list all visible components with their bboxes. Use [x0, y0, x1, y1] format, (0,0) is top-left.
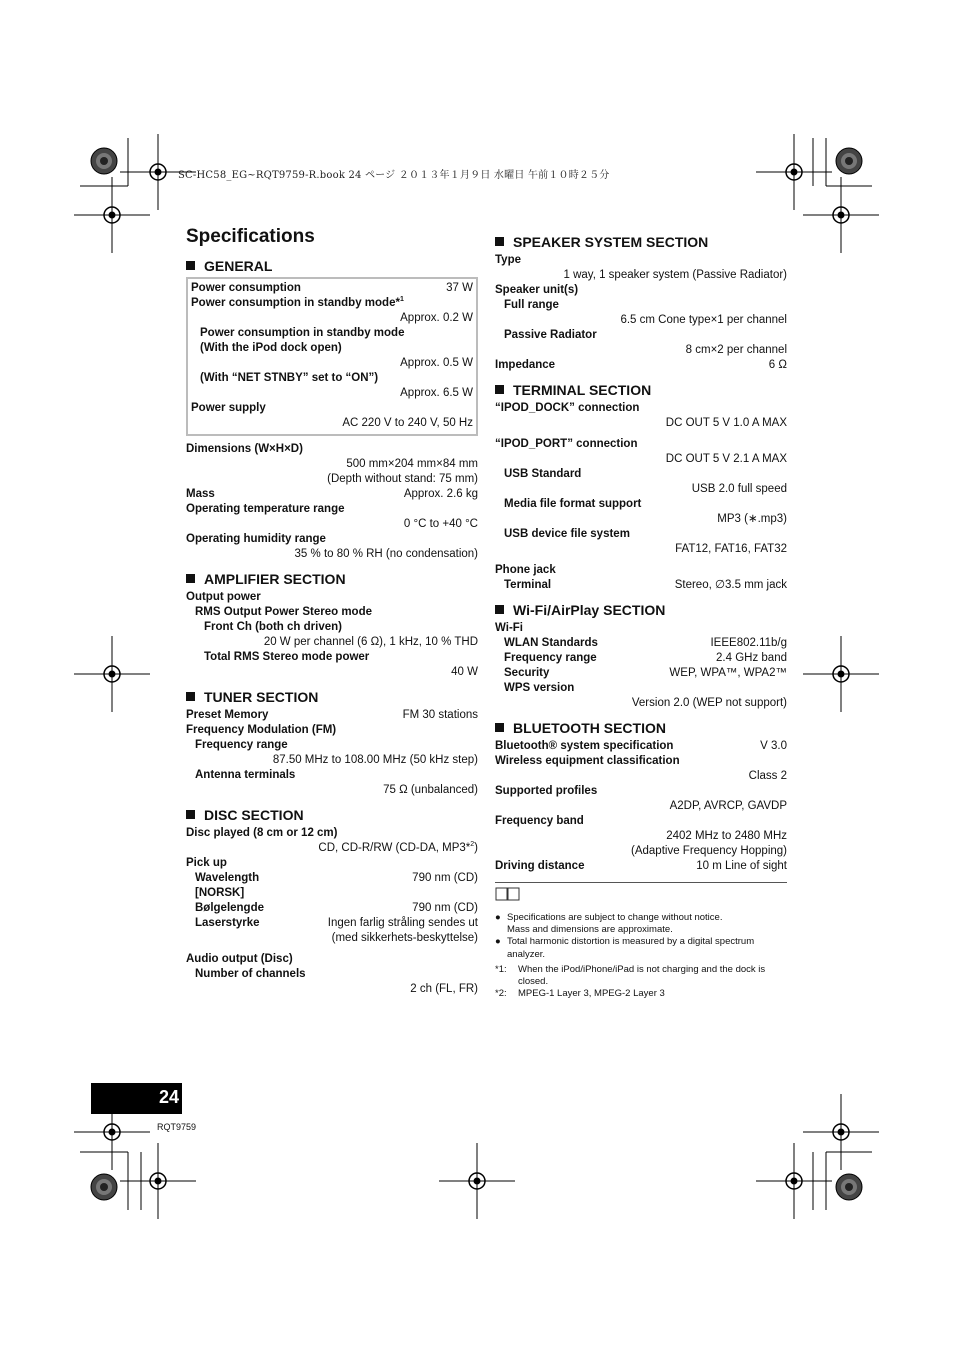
spec-label: Media file format support: [504, 498, 642, 510]
spec-row: Frequency range 2.4 GHz band: [504, 652, 787, 664]
spec-label: Type: [495, 254, 521, 266]
square-bullet-icon: [495, 237, 504, 246]
spec-value: Approx. 0.5 W: [400, 357, 473, 369]
spec-label: RMS Output Power Stereo mode: [195, 606, 372, 618]
right-column: [495, 233, 787, 1000]
spec-label: Speaker unit(s): [495, 284, 579, 296]
spec-value: FAT12, FAT16, FAT32: [675, 543, 787, 555]
spec-value: 75 Ω (unbalanced): [383, 784, 478, 796]
spec-value: 8 cm×2 per channel: [685, 344, 787, 356]
notes: [495, 912, 787, 1000]
spec-label: Total RMS Stereo mode power: [204, 651, 370, 663]
spec-label: (With the iPod dock open): [200, 342, 342, 354]
spec-label: Passive Radiator: [504, 329, 597, 341]
footnote: *1: When the iPod/iPhone/iPad is not charging and the dock is closed.: [495, 963, 766, 988]
footnote: *2: MPEG-1 Layer 3, MPEG-2 Layer 3: [495, 988, 665, 1000]
spec-value: A2DP, AVRCP, GAVDP: [669, 800, 787, 812]
book-icon: [495, 887, 521, 902]
spec-row: Bluetooth® system specification V 3.0: [495, 740, 787, 752]
spec-value: (med sikkerhets-beskyttelse): [331, 932, 478, 944]
section-heading-tuner: TUNER SECTION: [186, 688, 478, 706]
spec-value: USB 2.0 full speed: [691, 483, 787, 495]
spec-value: Class 2: [748, 770, 787, 782]
spec-label: [NORSK]: [195, 887, 245, 899]
left-column: [186, 257, 478, 997]
spec-label: Frequency Modulation (FM): [186, 724, 337, 736]
spec-row: Security WEP, WPA™, WPA2™: [504, 667, 787, 679]
spec-value: 0 °C to +40 °C: [403, 518, 478, 530]
spec-value: 2402 MHz to 2480 MHz: [666, 830, 787, 842]
square-bullet-icon: [186, 261, 195, 270]
print-header: SC-HC58_EG~RQT9759-R.book 24 ページ ２０１３年１月９日 水曜日 午前１０時２５分: [178, 170, 610, 181]
spec-label: Power consumption in standby mode*$^1$: [191, 296, 404, 309]
square-bullet-icon: [495, 605, 504, 614]
spec-value: (Depth without stand: 75 mm): [327, 473, 478, 485]
general-power-box: [186, 277, 478, 436]
spec-row: Driving distance 10 m Line of sight: [495, 860, 787, 872]
spec-value: 6.5 cm Cone type×1 per channel: [620, 314, 787, 326]
spec-label: Phone jack: [495, 564, 556, 576]
spec-label: USB device file system: [504, 528, 630, 540]
spec-value: 500 mm×204 mm×84 mm: [346, 458, 478, 470]
spec-value: AC 220 V to 240 V, 50 Hz: [342, 417, 473, 429]
spec-value: Approx. 0.2 W: [400, 312, 473, 324]
section-heading-speaker: SPEAKER SYSTEM SECTION: [495, 233, 787, 251]
square-bullet-icon: [186, 810, 195, 819]
page-number: 24: [91, 1083, 182, 1114]
spec-label: Supported profiles: [495, 785, 598, 797]
square-bullet-icon: [495, 385, 504, 394]
spec-label: Wireless equipment classification: [495, 755, 680, 767]
spec-label: Operating temperature range: [186, 503, 345, 515]
spec-value: Approx. 6.5 W: [400, 387, 473, 399]
spec-label: Front Ch (both ch driven): [204, 621, 342, 633]
square-bullet-icon: [495, 723, 504, 732]
spec-row: WLAN Standards IEEE802.11b/g: [504, 637, 787, 649]
section-heading-terminal: TERMINAL SECTION: [495, 381, 787, 399]
spec-value: 35 % to 80 % RH (no condensation): [294, 548, 478, 560]
spec-label: Antenna terminals: [195, 769, 296, 781]
bullet-icon: ●: [495, 936, 501, 948]
spec-label: Full range: [504, 299, 559, 311]
section-heading-bluetooth: BLUETOOTH SECTION: [495, 719, 787, 737]
section-heading-disc: DISC SECTION: [186, 806, 478, 824]
spec-label: Output power: [186, 591, 261, 603]
spec-value: Version 2.0 (WEP not support): [631, 697, 787, 709]
spec-label: Pick up: [186, 857, 227, 869]
spec-label: Wi-Fi: [495, 622, 523, 634]
notes-divider: [495, 882, 787, 907]
spec-label: Operating humidity range: [186, 533, 326, 545]
spec-label: Number of channels: [195, 968, 306, 980]
spec-row: Preset Memory FM 30 stations: [186, 709, 478, 721]
note-item: ● Specifications are subject to change without notice.: [495, 912, 723, 923]
spec-label: (With “NET STNBY” set to “ON”): [200, 372, 379, 384]
model-code: RQT9759: [157, 1122, 197, 1132]
spec-row: Impedance 6 Ω: [495, 359, 787, 371]
spec-value: MP3 (∗.mp3): [717, 513, 787, 525]
spec-label: USB Standard: [504, 468, 582, 480]
spec-value: 87.50 MHz to 108.00 MHz (50 kHz step): [272, 754, 478, 766]
spec-label: “IPOD_PORT” connection: [495, 438, 638, 450]
note-item: Mass and dimensions are approximate.: [507, 924, 673, 936]
spec-value: 1 way, 1 speaker system (Passive Radiator): [563, 269, 787, 281]
spec-label: Dimensions (W×H×D): [186, 443, 303, 455]
spec-label: “IPOD_DOCK” connection: [495, 402, 640, 414]
square-bullet-icon: [186, 574, 195, 583]
spec-label: Power supply: [191, 402, 266, 414]
section-heading-amplifier: AMPLIFIER SECTION: [186, 570, 478, 588]
spec-row: Terminal Stereo, ∅3.5 mm jack: [504, 579, 787, 591]
spec-value: DC OUT 5 V 1.0 A MAX: [665, 417, 787, 429]
spec-label: Frequency band: [495, 815, 584, 827]
spec-label: Disc played (8 cm or 12 cm): [186, 827, 338, 839]
spec-row: Laserstyrke Ingen farlig stråling sendes ut: [195, 917, 478, 929]
spec-value: DC OUT 5 V 2.1 A MAX: [665, 453, 787, 465]
note-item: ● Total harmonic distortion is measured by a digital spectrum analyzer.: [495, 936, 755, 960]
bullet-icon: ●: [495, 912, 501, 923]
spec-label: WPS version: [504, 682, 575, 694]
spec-row: Mass Approx. 2.6 kg: [186, 488, 478, 500]
spec-row: Bølgelengde 790 nm (CD): [195, 902, 478, 914]
spec-label: Power consumption in standby mode: [200, 327, 405, 339]
page-title: Specifications: [186, 226, 315, 247]
square-bullet-icon: [186, 692, 195, 701]
spec-label: Audio output (Disc): [186, 953, 293, 965]
spec-value: 20 W per channel (6 Ω), 1 kHz, 10 % THD: [263, 636, 478, 648]
spec-row: Power consumption 37 W: [191, 282, 473, 294]
spec-row: Wavelength 790 nm (CD): [195, 872, 478, 884]
spec-value: 40 W: [451, 666, 478, 678]
section-heading-general: GENERAL: [186, 257, 478, 275]
spec-label: Frequency range: [195, 739, 288, 751]
section-heading-wifi: Wi-Fi/AirPlay SECTION: [495, 601, 787, 619]
spec-value: (Adaptive Frequency Hopping): [631, 845, 787, 857]
spec-value: CD, CD-R/RW (CD-DA, MP3*$^2$): [318, 841, 478, 854]
spec-value: 2 ch (FL, FR): [410, 983, 478, 995]
